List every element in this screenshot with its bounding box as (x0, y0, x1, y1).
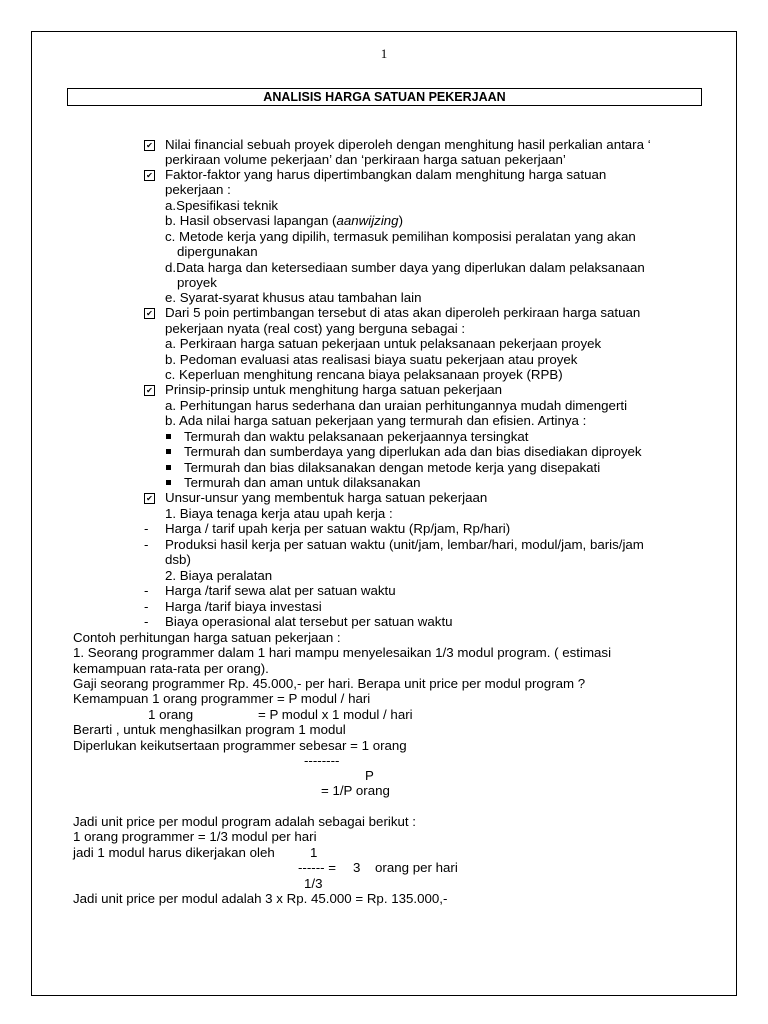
text-line: 2. Biaya peralatan (165, 568, 273, 583)
text-line: Prinsip-prinsip untuk menghitung harga satuan pekerjaan (165, 382, 503, 397)
document-title: ANALISIS HARGA SATUAN PEKERJAAN (67, 88, 702, 106)
text-line: orang per hari (375, 860, 458, 875)
checkbox-checked-icon (144, 385, 155, 396)
square-bullet-icon (166, 480, 171, 485)
text-line: 1 orang (148, 707, 194, 722)
text-line: 3 (353, 860, 361, 875)
text-segment-italic: aanwijzing (336, 213, 399, 228)
square-bullet-icon (166, 434, 171, 439)
text-line: P (365, 768, 374, 783)
text-line: 1. Biaya tenaga kerja atau upah kerja : (165, 506, 393, 521)
text-line: Gaji seorang programmer Rp. 45.000,- per hari. Berapa unit price per modul program ? (73, 676, 586, 691)
checkbox-checked-icon (144, 308, 155, 319)
text-line: 1/3 (304, 876, 323, 891)
text-line: c. Metode kerja yang dipilih, termasuk pemilihan komposisi peralatan yang akan (165, 229, 636, 244)
text-segment: b. Hasil observasi lapangan ( (165, 213, 337, 228)
fraction-bar: -------- (304, 753, 340, 768)
text-line: b. Pedoman evaluasi atas realisasi biaya suatu pekerjaan atau proyek (165, 352, 578, 367)
text-line: Harga /tarif sewa alat per satuan waktu (165, 583, 396, 598)
text-line: Kemampuan 1 orang programmer = P modul / hari (73, 691, 371, 706)
text-line: a. Perhitungan harus sederhana dan uraian perhitungannya mudah dimengerti (165, 398, 628, 413)
text-line: Harga /tarif biaya investasi (165, 599, 322, 614)
text-line: 1. Seorang programmer dalam 1 hari mampu menyelesaikan 1/3 modul program. ( estimasi (73, 645, 612, 660)
dash-bullet: - (144, 614, 149, 629)
text-line: = 1/P orang (321, 783, 390, 798)
dash-bullet: - (144, 583, 149, 598)
text-line: Termurah dan waktu pelaksanaan pekerjaannya tersingkat (184, 429, 529, 444)
text-line: dsb) (165, 552, 191, 567)
text-line: a. Perkiraan harga satuan pekerjaan untuk pelaksanaan pekerjaan proyek (165, 336, 602, 351)
text-line: kemampuan rata-rata per orang). (73, 661, 269, 676)
text-line: Unsur-unsur yang membentuk harga satuan pekerjaan (165, 490, 488, 505)
text-line: Faktor-faktor yang harus dipertimbangkan dalam menghitung harga satuan (165, 167, 607, 182)
text-line: dipergunakan (177, 244, 258, 259)
page-number: 1 (380, 46, 388, 61)
text-line: Biaya operasional alat tersebut per satuan waktu (165, 614, 453, 629)
text-line: a.Spesifikasi teknik (165, 198, 279, 213)
text-line: Harga / tarif upah kerja per satuan waktu (Rp/jam, Rp/hari) (165, 521, 511, 536)
text-line: Diperlukan keikutsertaan programmer sebesar = 1 orang (73, 738, 407, 753)
text-line: Nilai financial sebuah proyek diperoleh dengan menghitung hasil perkalian antara ‘ (165, 137, 651, 152)
checkbox-checked-icon (144, 493, 155, 504)
text-line: proyek (177, 275, 217, 290)
text-line: jadi 1 modul harus dikerjakan oleh (73, 845, 275, 860)
text-line: b. Ada nilai harga satuan pekerjaan yang termurah dan efisien. Artinya : (165, 413, 587, 428)
text-line: Produksi hasil kerja per satuan waktu (unit/jam, lembar/hari, modul/jam, baris/jam (165, 537, 644, 552)
text-line: = P modul x 1 modul / hari (258, 707, 413, 722)
text-line: Termurah dan bias dilaksanakan dengan metode kerja yang disepakati (184, 460, 601, 475)
text-line (165, 213, 403, 228)
text-line: pekerjaan nyata (real cost) yang berguna sebagai : (165, 321, 466, 336)
dash-bullet: - (144, 599, 149, 614)
text-line: d.Data harga dan ketersediaan sumber daya yang diperlukan dalam pelaksanaan (165, 260, 645, 275)
square-bullet-icon (166, 465, 171, 470)
dash-bullet: - (144, 521, 149, 536)
text-segment: ) (398, 213, 404, 228)
square-bullet-icon (166, 449, 171, 454)
text-line: Termurah dan sumberdaya yang diperlukan ada dan bias disediakan diproyek (184, 444, 642, 459)
text-line: c. Keperluan menghitung rencana biaya pelaksanaan proyek (RPB) (165, 367, 563, 382)
text-line: Jadi unit price per modul program adalah sebagai berikut : (73, 814, 416, 829)
checkbox-checked-icon (144, 170, 155, 181)
text-line: 1 (310, 845, 318, 860)
text-line: Berarti , untuk menghasilkan program 1 modul (73, 722, 346, 737)
dash-bullet: - (144, 537, 149, 552)
text-line: pekerjaan : (165, 182, 231, 197)
text-line: Termurah dan aman untuk dilaksanakan (184, 475, 421, 490)
text-line: Dari 5 poin pertimbangan tersebut di atas akan diperoleh perkiraan harga satuan (165, 305, 641, 320)
text-line: 1 orang programmer = 1/3 modul per hari (73, 829, 317, 844)
text-line: Jadi unit price per modul adalah 3 x Rp. 45.000 = Rp. 135.000,- (73, 891, 448, 906)
text-line: e. Syarat-syarat khusus atau tambahan lain (165, 290, 422, 305)
checkbox-checked-icon (144, 140, 155, 151)
fraction-bar: ------ = (298, 860, 337, 875)
text-line: Contoh perhitungan harga satuan pekerjaan : (73, 630, 341, 645)
text-line: perkiraan volume pekerjaan’ dan ‘perkiraan harga satuan pekerjaan’ (165, 152, 566, 167)
